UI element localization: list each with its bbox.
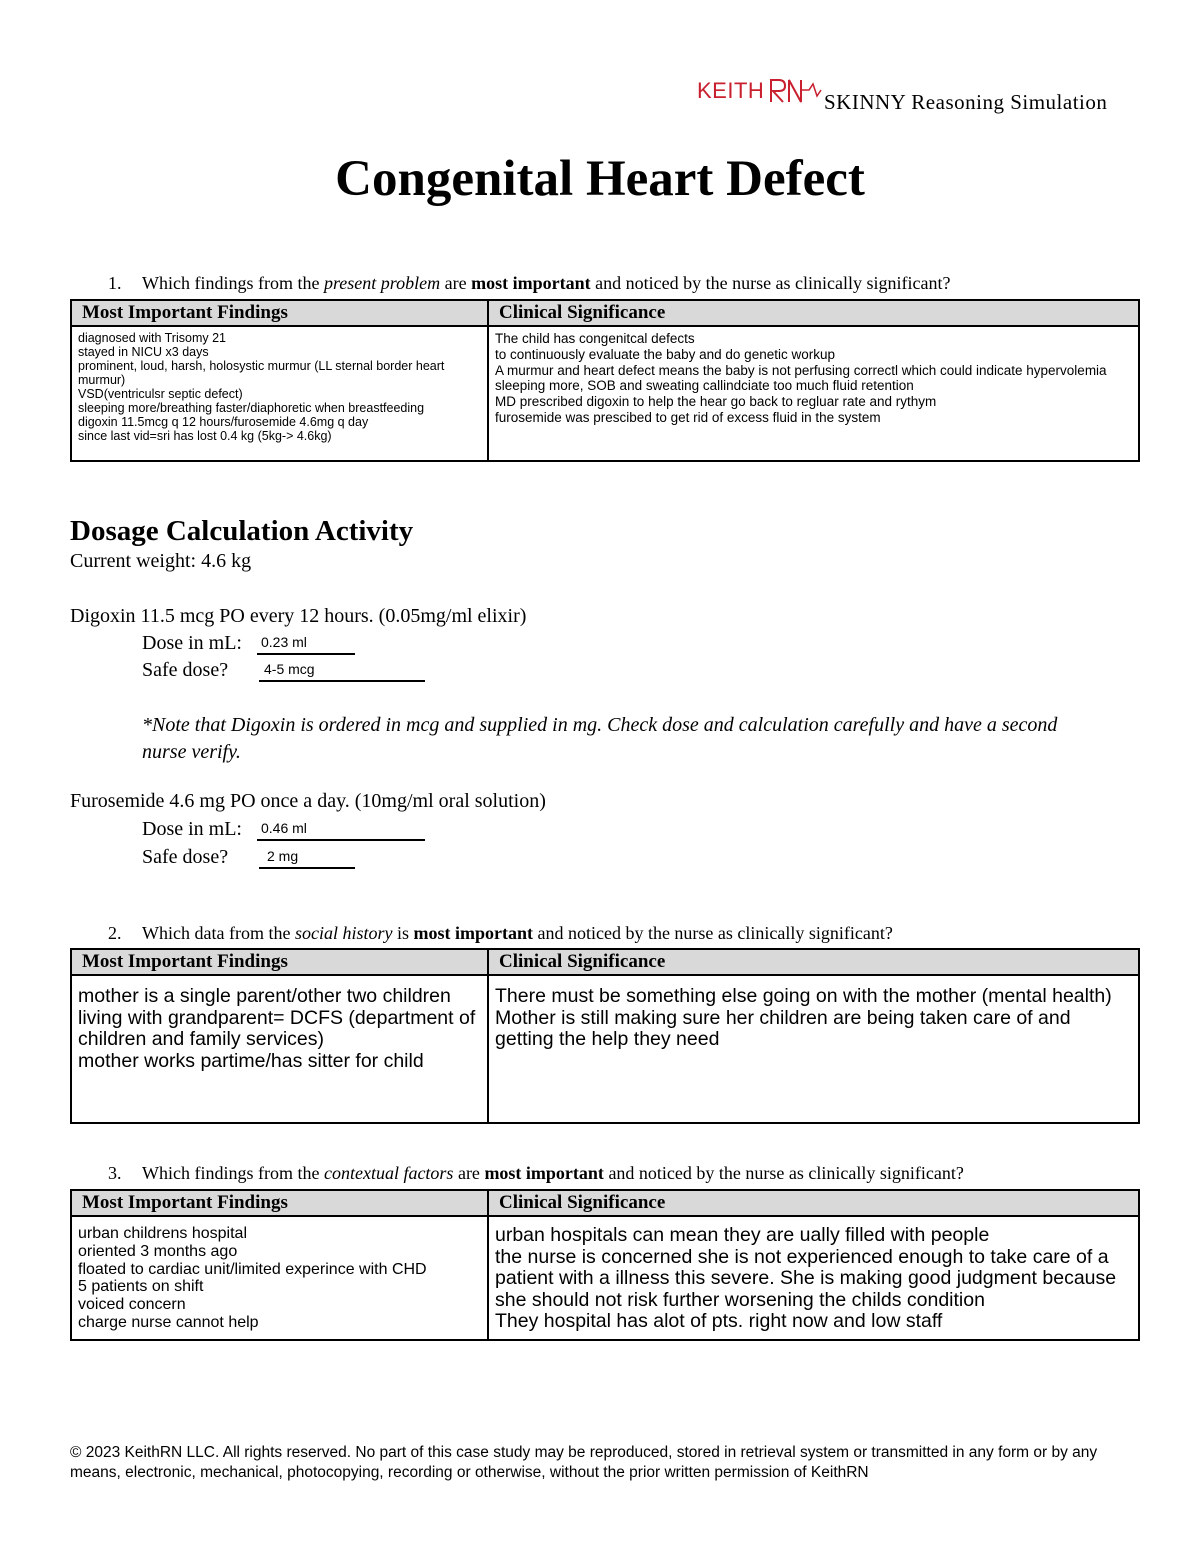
- cell-line: prominent, loud, harsh, holosystic murmur (LL sternal border heart murmur): [78, 359, 448, 387]
- cell-line: since last vid=sri has lost 0.4 kg (5kg-> 4.6kg): [78, 429, 332, 443]
- cell-line: 5 patients on shift: [78, 1278, 204, 1296]
- logo-brand-text: KEITH: [697, 78, 765, 103]
- findings-cell[interactable]: [71, 975, 488, 1123]
- cell-line: Mother is still making sure her children are being taken care of and getting the help they need: [495, 1006, 1076, 1050]
- dosage-note: *Note that Digoxin is ordered in mcg and supplied in mg. Check dose and calculation carefully and have a second nurse verify.: [142, 714, 1058, 763]
- cell-line: MD prescribed digoxin to help the hear go back to regluar rate and rythym: [495, 394, 937, 410]
- question-strong: most important: [471, 273, 591, 293]
- question-3: [108, 1163, 964, 1184]
- cell-line: They hospital has alot of pts. right now and low staff: [495, 1310, 943, 1332]
- digoxin-safe-label: Safe dose?: [142, 659, 229, 681]
- cell-line: furosemide was prescibed to get rid of excess fluid in the system: [495, 409, 881, 425]
- findings-cell[interactable]: [71, 1216, 488, 1340]
- cell-line: urban childrens hospital: [78, 1225, 247, 1242]
- digoxin-dose-label: Dose in mL:: [142, 632, 242, 654]
- furosemide-dose-input[interactable]: 0.46 ml: [257, 821, 425, 841]
- cell-line: mother works partime/has sitter for child: [78, 1049, 424, 1072]
- question-text: and noticed by the nurse as clinically significant?: [603, 1163, 964, 1183]
- keithrn-logo: [697, 76, 1137, 120]
- digoxin-safe-input[interactable]: 4-5 mcg: [259, 662, 425, 682]
- question-strong: most important: [413, 923, 533, 943]
- cell-line: There must be something else going on with the mother (mental health): [495, 985, 1112, 1007]
- cell-line: The child has congenitcal defects: [495, 331, 695, 346]
- cell-line: the nurse is concerned she is not experienced enough to take care of a patient with a illness this severe. She is making good judgment because she should not risk further worsening the childs condition: [495, 1245, 1122, 1311]
- question-text: Which findings from the: [142, 1163, 324, 1183]
- findings-table-3: [70, 1189, 1140, 1341]
- column-header: Clinical Significance: [488, 300, 1139, 326]
- findings-table-2: [70, 948, 1140, 1124]
- question-emphasis: present problem: [323, 273, 441, 293]
- question-text: Which findings from the: [142, 273, 324, 293]
- cell-line: floated to cardiac unit/limited experince with CHD: [78, 1260, 427, 1278]
- question-number: 2.: [108, 923, 122, 943]
- cell-line: voiced concern: [78, 1296, 186, 1314]
- question-emphasis: contextual factors: [323, 1163, 454, 1183]
- significance-cell[interactable]: [488, 975, 1139, 1123]
- furosemide-order: Furosemide 4.6 mg PO once a day. (10mg/ml oral solution): [70, 790, 546, 812]
- cell-line: digoxin 11.5mcg q 12 hours/furosemide 4.6mg q day: [78, 415, 369, 429]
- cell-line: sleeping more, SOB and sweating callindciate too much fluid retention: [495, 378, 914, 394]
- findings-cell[interactable]: [71, 326, 488, 461]
- section-title: Dosage Calculation Activity: [70, 515, 414, 547]
- digoxin-dose-input[interactable]: 0.23 ml: [257, 635, 355, 655]
- cell-line: VSD(ventriculsr septic defect): [78, 387, 243, 401]
- logo-subtitle: SKINNY Reasoning Simulation: [824, 90, 1108, 114]
- question-1: [108, 273, 951, 294]
- furosemide-dose-label: Dose in mL:: [142, 818, 242, 840]
- copyright-footer: © 2023 KeithRN LLC. All rights reserved. No part of this case study may be reproduced, stored in retrieval system or transmitted in any form or by any means, electronic, mechanical, photocopying, recording or otherwise, without the prior written permission of KeithRN: [70, 1444, 1098, 1481]
- significance-cell[interactable]: [488, 1216, 1139, 1340]
- question-text: are: [440, 273, 472, 293]
- question-number: 1.: [108, 273, 122, 293]
- cell-line: oriented 3 months ago: [78, 1242, 238, 1260]
- cell-line: to continuously evaluate the baby and do genetic workup: [495, 346, 835, 362]
- question-text: is: [392, 923, 414, 943]
- question-text: Which data from the: [142, 923, 295, 943]
- question-2: [108, 923, 893, 944]
- question-text: and noticed by the nurse as clinically significant?: [590, 273, 951, 293]
- significance-cell[interactable]: [488, 326, 1139, 461]
- column-header: Clinical Significance: [488, 1190, 1139, 1216]
- furosemide-safe-input[interactable]: 2 mg: [259, 849, 355, 869]
- question-text: are: [453, 1163, 485, 1183]
- cell-line: mother is a single parent/other two children living with grandparent= DCFS (department of children and family services): [78, 985, 481, 1050]
- question-text: and noticed by the nurse as clinically significant?: [532, 923, 893, 943]
- cell-line: stayed in NICU x3 days: [78, 345, 209, 359]
- cell-line: charge nurse cannot help: [78, 1313, 259, 1331]
- column-header: Most Important Findings: [71, 949, 488, 975]
- cell-line: sleeping more/breathing faster/diaphoretic when breastfeeding: [78, 401, 425, 415]
- column-header: Most Important Findings: [71, 1190, 488, 1216]
- digoxin-order: Digoxin 11.5 mcg PO every 12 hours. (0.05mg/ml elixir): [70, 605, 527, 627]
- question-strong: most important: [484, 1163, 604, 1183]
- cell-line: diagnosed with Trisomy 21: [78, 331, 226, 345]
- cell-line: A murmur and heart defect means the baby is not perfusing correctl which could indicate hypervolemia: [495, 362, 1107, 378]
- column-header: Most Important Findings: [71, 300, 488, 326]
- cell-line: urban hospitals can mean they are ually filled with people: [495, 1224, 990, 1246]
- findings-table-1: [70, 299, 1140, 462]
- document-title: Congenital Heart Defect: [335, 151, 865, 207]
- column-header: Clinical Significance: [488, 949, 1139, 975]
- furosemide-safe-label: Safe dose?: [142, 846, 229, 868]
- question-number: 3.: [108, 1163, 122, 1183]
- question-emphasis: social history: [294, 923, 393, 943]
- current-weight: Current weight: 4.6 kg: [70, 550, 252, 572]
- logo-rn-mark-icon: [769, 76, 825, 113]
